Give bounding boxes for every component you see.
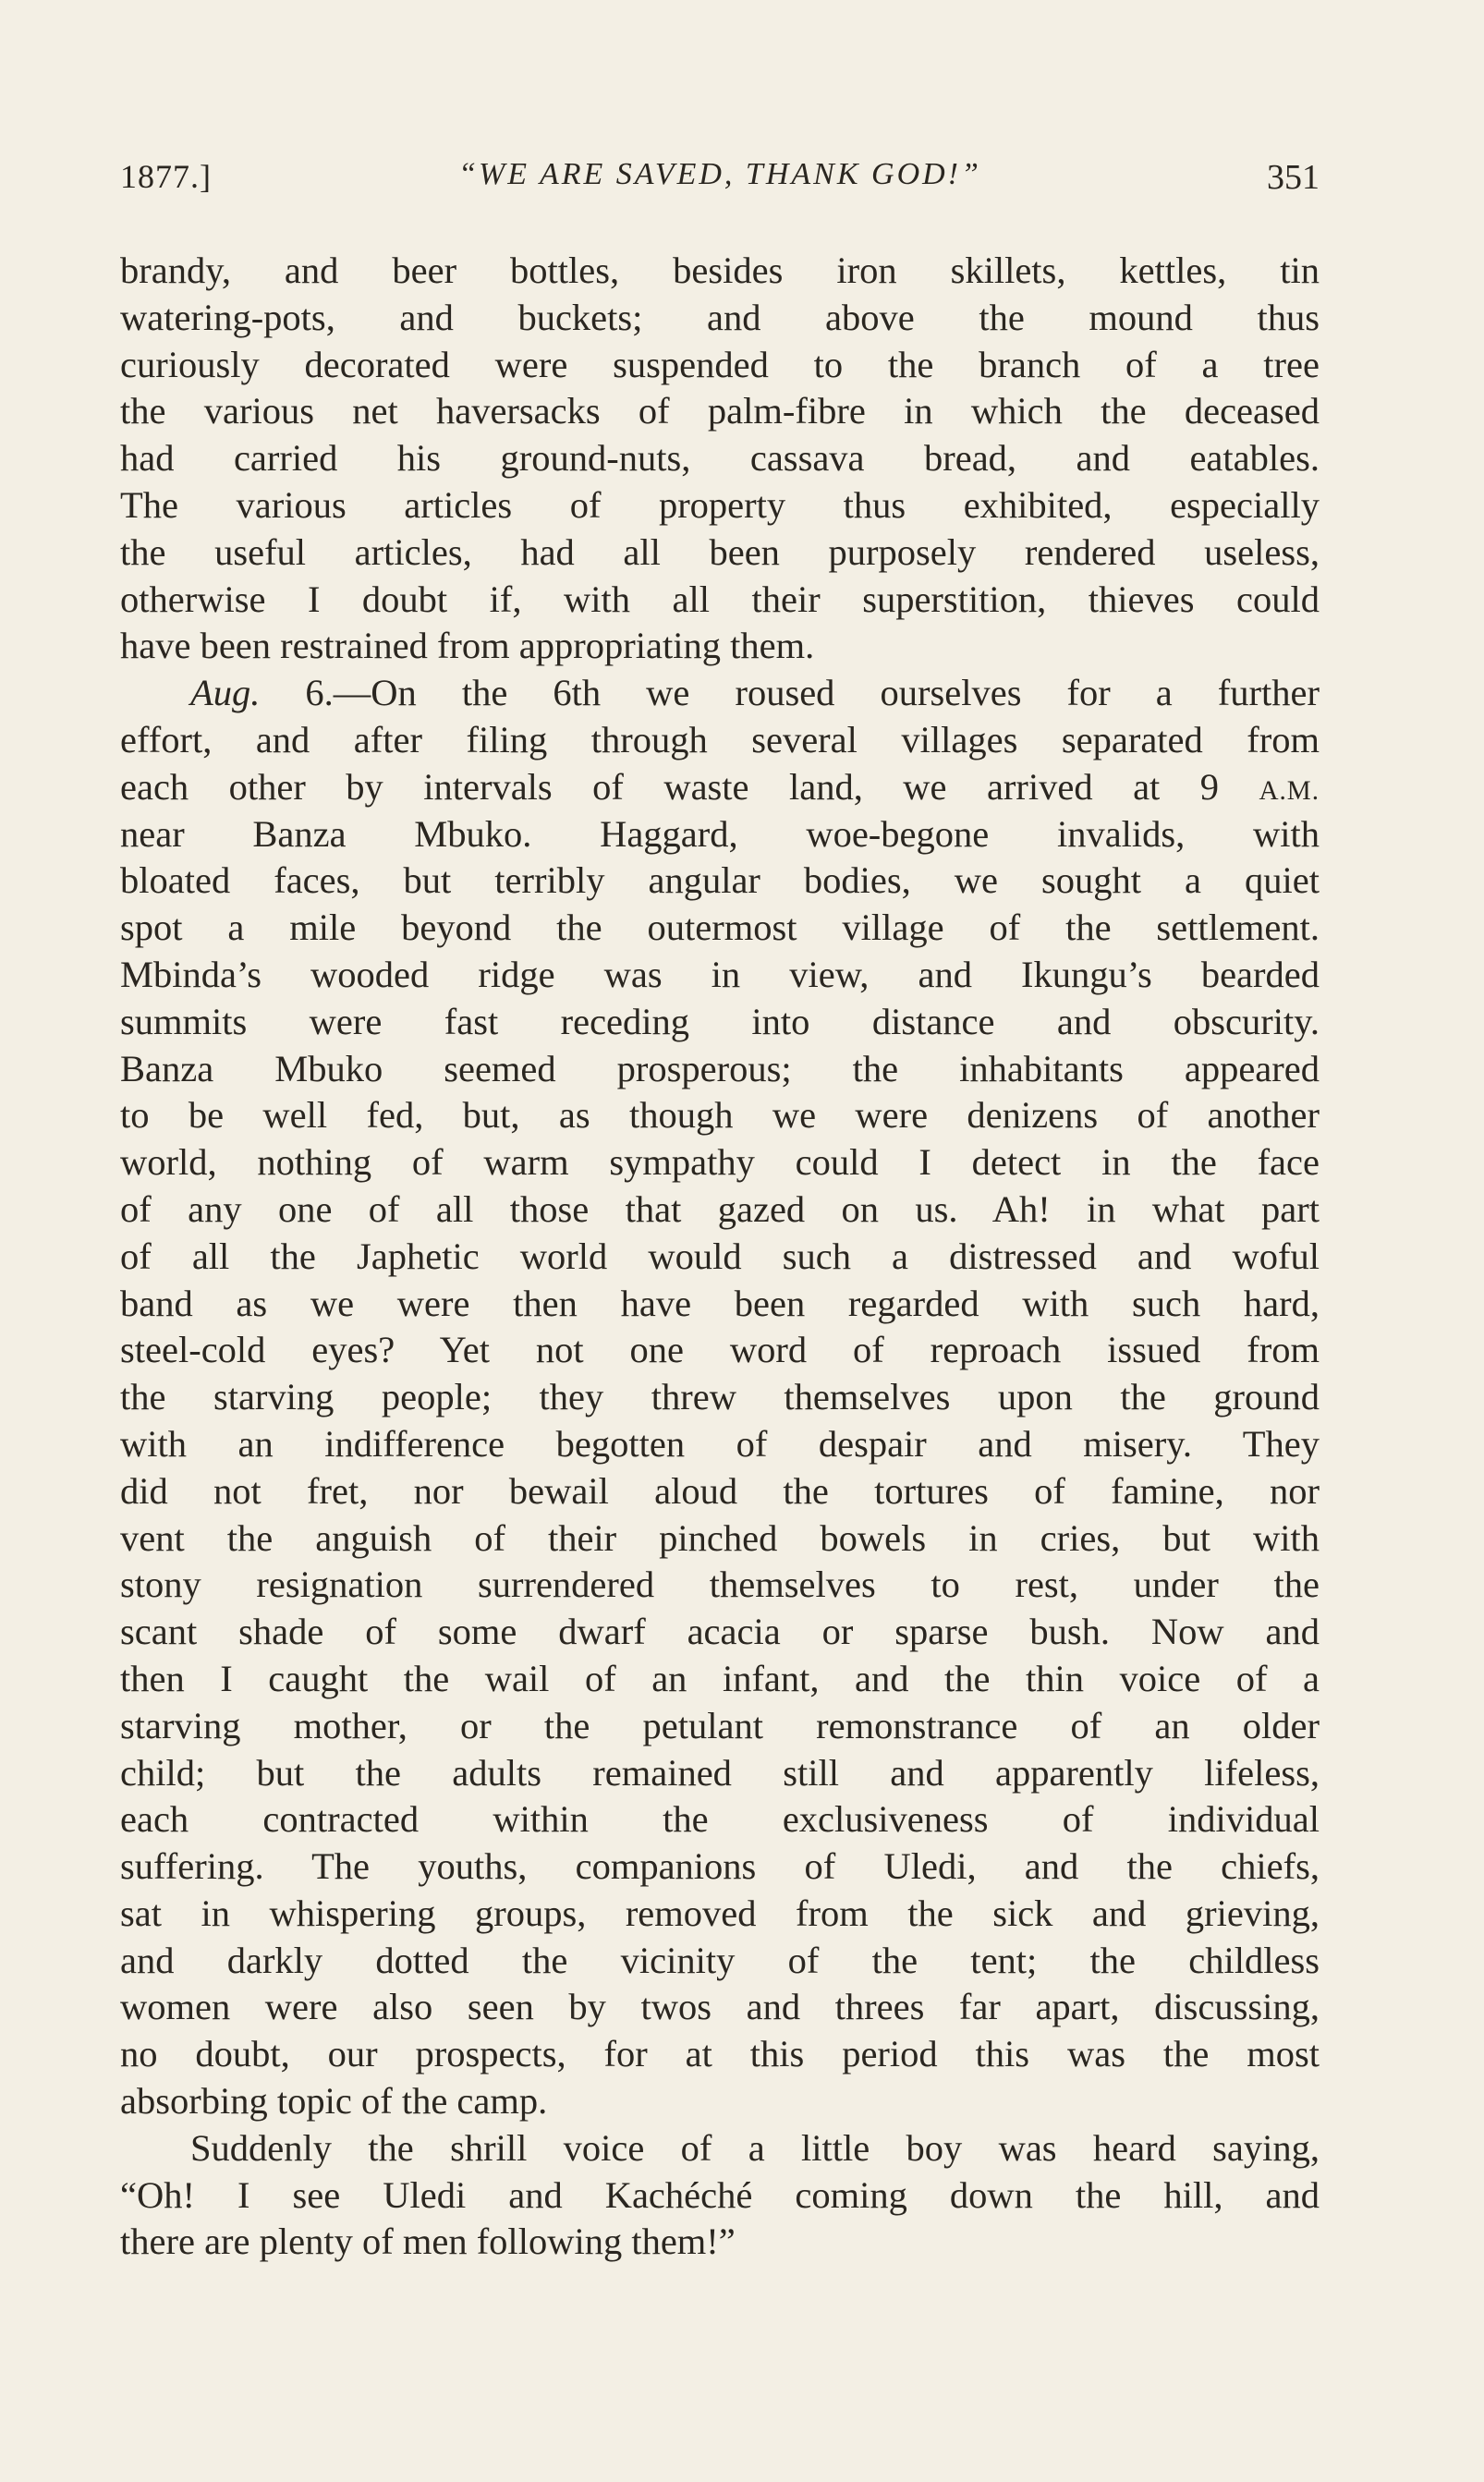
text-line: suffering. The youths, companions of Uledi, and the chiefs, — [120, 1845, 1320, 1888]
text-line: and darkly dotted the vicinity of the tent; the childless — [120, 1939, 1320, 1981]
text-line: the various net haversacks of palm-fibre in which the deceased — [120, 390, 1320, 432]
text-line: otherwise I doubt if, with all their superstition, thieves could — [120, 578, 1320, 620]
running-title: “WE ARE SAVED, THANK GOD!” — [458, 157, 981, 191]
text-line: the starving people; they threw themselves upon the ground — [120, 1376, 1320, 1418]
text-line: watering-pots, and buckets; and above the mound thus — [120, 296, 1320, 338]
header-year: 1877.] — [120, 158, 212, 195]
text-line: did not fret, nor bewail aloud the tortures of famine, nor — [120, 1469, 1320, 1512]
text-line: to be well fed, but, as though we were denizens of another — [120, 1094, 1320, 1137]
text-line: bloated faces, but terribly angular bodies, we sought a quiet — [120, 859, 1320, 902]
text-line: spot a mile beyond the outermost village of the settlement. — [120, 906, 1320, 949]
text-line: “Oh! I see Uledi and Kachéché coming down the hill, and — [120, 2173, 1320, 2216]
text-line: Suddenly the shrill voice of a little boy was heard saying, — [190, 2126, 1320, 2169]
text-line: starving mother, or the petulant remonstrance of an older — [120, 1704, 1320, 1746]
paragraph-3 — [120, 2125, 1320, 2266]
text-line: near Banza Mbuko. Haggard, woe-begone invalids, with — [120, 812, 1320, 855]
text-line — [120, 670, 1320, 717]
text-line: effort, and after filing through several villages separated from — [120, 718, 1320, 760]
text-line: then I caught the wail of an infant, and the thin voice of a — [120, 1657, 1320, 1699]
text-line: Mbinda’s wooded ridge was in view, and Ikungu’s bearded — [120, 953, 1320, 995]
text-line: with an indifference begotten of despair and misery. They — [120, 1422, 1320, 1465]
text-line: the useful articles, had all been purposely rendered useless, — [120, 530, 1320, 573]
text-line: steel-cold eyes? Yet not one word of reproach issued from — [120, 1329, 1320, 1371]
text-line: of any one of all those that gazed on us. Ah! in what part — [120, 1187, 1320, 1230]
text-line: there are plenty of men following them!” — [120, 2220, 736, 2263]
paragraph-1 — [120, 248, 1320, 670]
text-line: women were also seen by twos and threes far apart, discussing, — [120, 1986, 1320, 2028]
paragraph-2 — [120, 670, 1320, 2125]
page-header — [120, 157, 1320, 209]
text-line: had carried his ground-nuts, cassava bread, and eatables. — [120, 437, 1320, 480]
text-line: absorbing topic of the camp. — [120, 2080, 548, 2123]
line-text: 6.—On the 6th we roused ourselves for a further — [260, 672, 1320, 714]
line-text: each other by intervals of waste land, we arrived at 9 — [120, 765, 1259, 808]
text-line: have been restrained from appropriating them. — [120, 625, 815, 667]
text-line: Banza Mbuko seemed prosperous; the inhabitants appeared — [120, 1047, 1320, 1089]
text-line: no doubt, our prospects, for at this period this was the most — [120, 2033, 1320, 2075]
text-line: scant shade of some dwarf acacia or sparse bush. Now and — [120, 1611, 1320, 1653]
text-line: each contracted within the exclusiveness of individual — [120, 1798, 1320, 1841]
time-label: A.M. — [1259, 775, 1320, 806]
text-line: curiously decorated were suspended to the branch of a tree — [120, 343, 1320, 385]
text-line — [120, 764, 1320, 811]
date-label: Aug. — [190, 672, 261, 714]
text-line: brandy, and beer bottles, besides iron skillets, kettles, tin — [120, 249, 1320, 291]
text-line: The various articles of property thus exhibited, especially — [120, 483, 1320, 526]
text-line: vent the anguish of their pinched bowels in cries, but with — [120, 1516, 1320, 1559]
text-line: world, nothing of warm sympathy could I detect in the face — [120, 1141, 1320, 1184]
text-line: child; but the adults remained still and apparently lifeless, — [120, 1751, 1320, 1794]
text-line: band as we were then have been regarded with such hard, — [120, 1282, 1320, 1324]
text-line: sat in whispering groups, removed from the sick and grieving, — [120, 1892, 1320, 1934]
page-number: 351 — [1267, 158, 1320, 197]
body-text — [120, 248, 1320, 2266]
text-line: summits were fast receding into distance and obscurity. — [120, 1000, 1320, 1042]
text-line: stony resignation surrendered themselves to rest, under the — [120, 1563, 1320, 1606]
text-line: of all the Japhetic world would such a distressed and woful — [120, 1235, 1320, 1277]
